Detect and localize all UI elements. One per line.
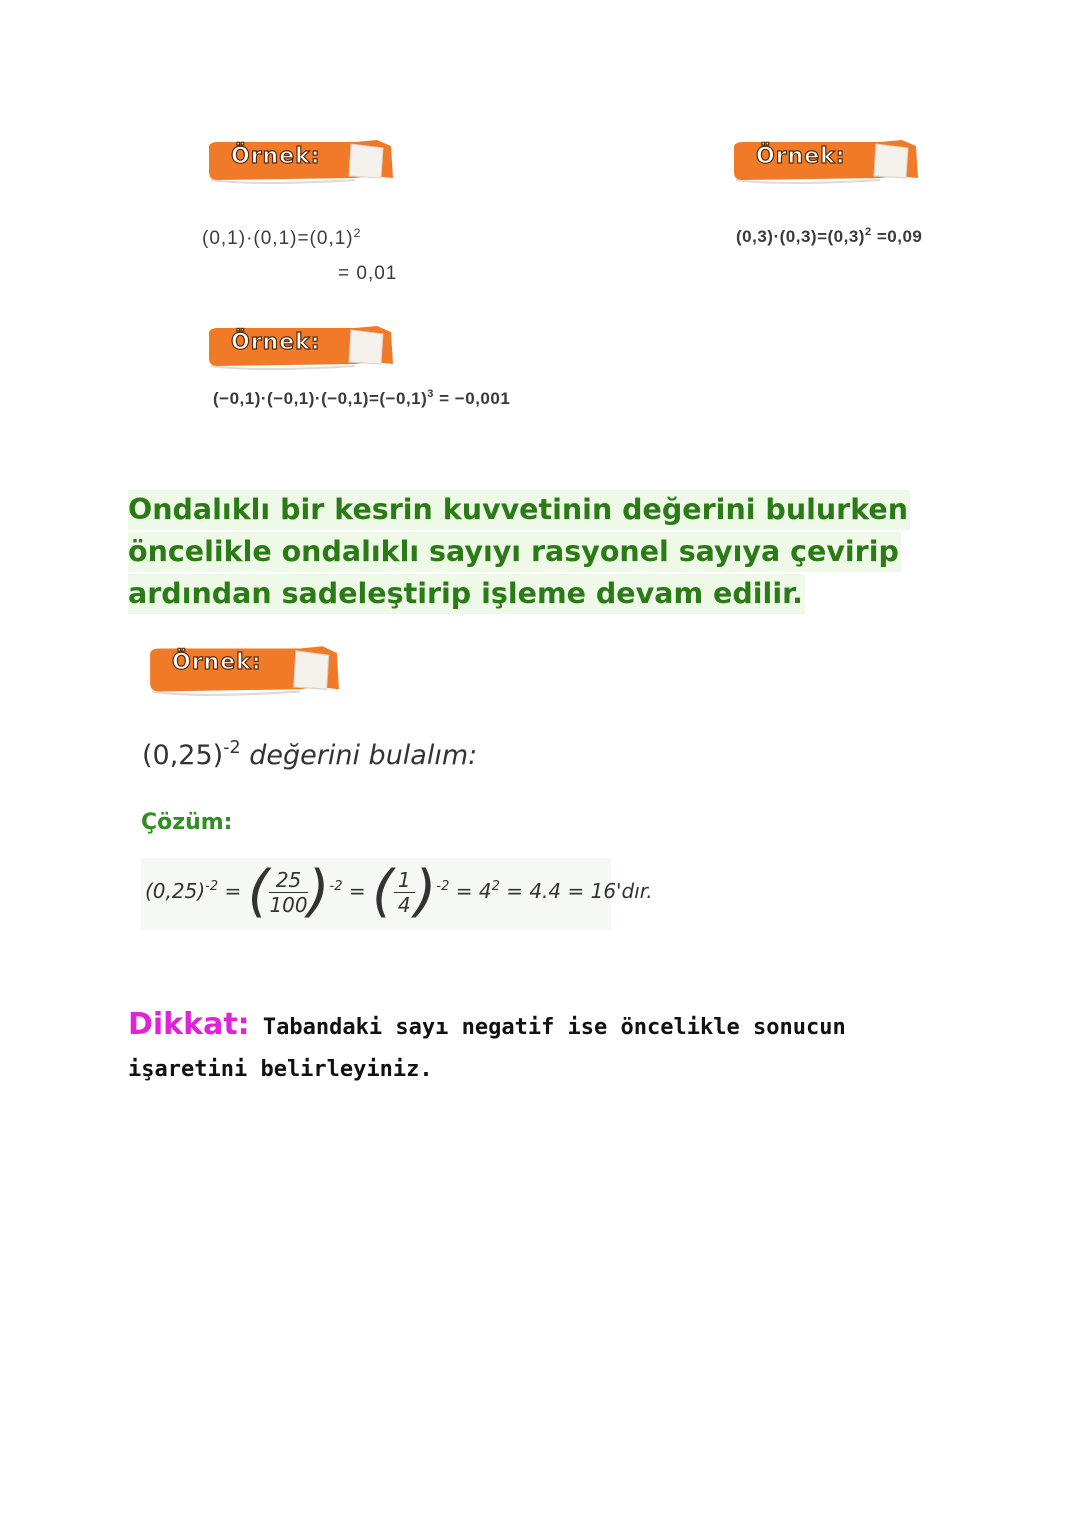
rule-line-1: Ondalıklı bir kesrin kuvvetinin değerini bulurken bbox=[128, 490, 910, 530]
example-banner-2 bbox=[730, 138, 920, 184]
solution-label: Çözüm: bbox=[141, 810, 233, 835]
example-banner-3 bbox=[205, 324, 395, 370]
example1-line1: $(0,1)\cdot(0,1)=(0,1)^2$ bbox=[202, 225, 362, 249]
example4-question: $(0,25)^{-2}$ değerini bulalım: bbox=[142, 738, 478, 771]
dikkat-label: Dikkat: bbox=[128, 1007, 250, 1042]
rule-line-2: öncelikle ondalıklı sayıyı rasyonel sayıya çevirip bbox=[128, 532, 901, 572]
banner-label: Örnek: bbox=[172, 650, 262, 675]
example2-equation: $(0,3)\cdot(0,3)=(0,3)^2 =0,09$ bbox=[736, 226, 923, 246]
example-banner-4 bbox=[146, 644, 341, 696]
rule-line-3: ardından sadeleştirip işleme devam edilir. bbox=[128, 574, 805, 614]
dikkat-note bbox=[128, 1004, 928, 1091]
example1-line2: = 0,01 bbox=[338, 263, 398, 284]
fraction-25-100: $\frac{25}{100}$ bbox=[269, 867, 308, 917]
dikkat-text: Tabandaki sayı negatif ise öncelikle sonucun işaretini belirleyiniz. bbox=[128, 1015, 846, 1082]
solution-box: $(0,25)^{-2}$ = ( $\frac{25}{100}$ )$^{-2}$ = ( $\frac{1}{4}$ )$^{-2} = 4^2 = 4.4$ = 16'dır. bbox=[141, 858, 611, 930]
banner-label: Örnek: bbox=[231, 330, 321, 355]
rule-text bbox=[128, 490, 910, 616]
banner-label: Örnek: bbox=[756, 144, 846, 169]
example-banner-1 bbox=[205, 138, 395, 184]
example3-equation: $(-0,1)\cdot(-0,1)\cdot(-0,1)=(-0,1)^3 = -0,001$ bbox=[213, 388, 511, 408]
fraction-1-4: $\frac{1}{4}$ bbox=[394, 868, 415, 917]
banner-label: Örnek: bbox=[231, 144, 321, 169]
